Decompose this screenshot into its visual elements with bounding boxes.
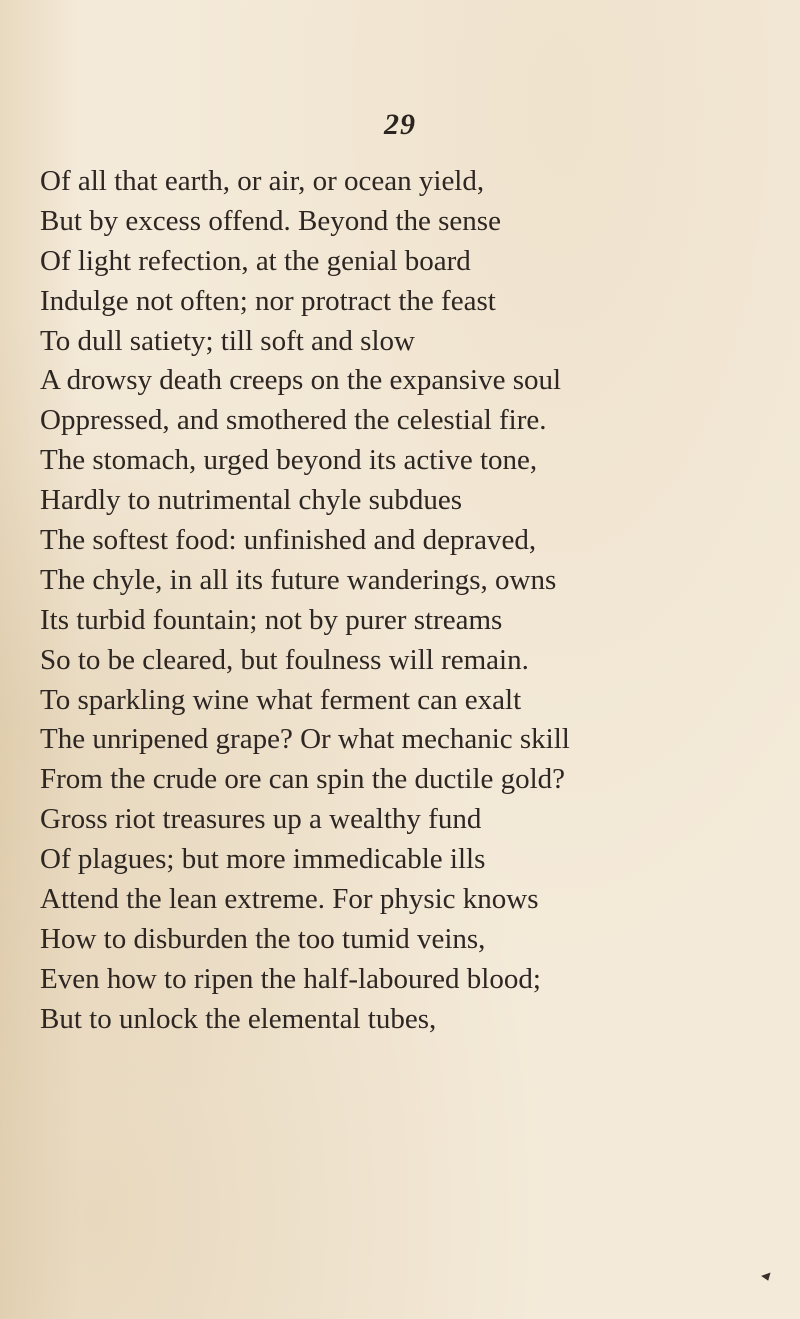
poem-line: Even how to ripen the half-laboured blood;	[40, 962, 541, 995]
poem-line: A drowsy death creeps on the expansive soul	[40, 364, 562, 397]
poem-line: The stomach, urged beyond its active tone,	[40, 444, 538, 477]
poem-line: Of all that earth, or air, or ocean yield,	[40, 165, 485, 197]
poem-line: Of light refection, at the genial board	[40, 244, 471, 277]
poem-line: Gross riot treasures up a wealthy fund	[40, 803, 482, 836]
poem-line: So to be cleared, but foulness will remain.	[40, 643, 529, 676]
poem-line: Of plagues; but more immedicable ills	[40, 843, 486, 876]
poem-line: Oppressed, and smothered the celestial fire.	[40, 404, 547, 437]
poem-line: But to unlock the elemental tubes,	[40, 1002, 437, 1035]
poem-line: Indulge not often; nor protract the feast	[40, 284, 496, 317]
poem-line: The softest food: unfinished and depraved,	[40, 524, 537, 557]
poem-line: Attend the lean extreme. For physic knows	[40, 883, 539, 916]
poem-line: The unripened grape? Or what mechanic skill	[40, 723, 570, 756]
ink-speck	[761, 1273, 773, 1283]
poem-line: To dull satiety; till soft and slow	[40, 324, 415, 357]
poem-line: But by excess offend. Beyond the sense	[40, 204, 501, 237]
page-number: 29	[384, 108, 416, 141]
poem-line: From the crude ore can spin the ductile gold?	[40, 763, 566, 796]
poem-line: How to disburden the too tumid veins,	[40, 922, 486, 955]
poem-text	[40, 162, 790, 1040]
poem-line: Its turbid fountain; not by purer streams	[40, 603, 503, 636]
poem-line: Hardly to nutrimental chyle subdues	[40, 484, 463, 517]
poem-line: To sparkling wine what ferment can exalt	[40, 683, 522, 716]
poem-line: The chyle, in all its future wanderings, owns	[40, 563, 557, 596]
